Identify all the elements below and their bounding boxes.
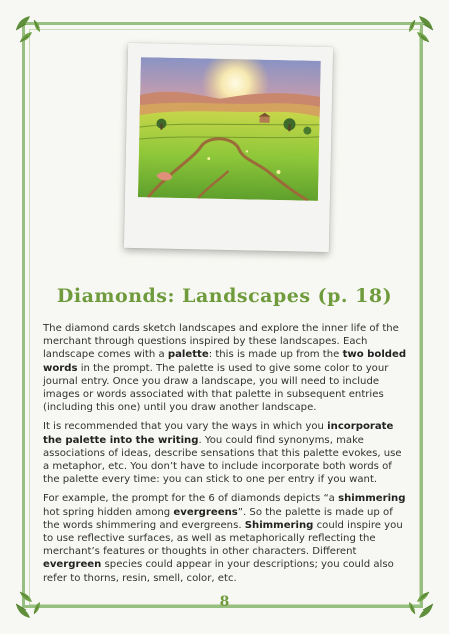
paragraph (43, 322, 407, 414)
landscape-illustration (138, 57, 321, 201)
paragraph (43, 420, 407, 486)
text-run: : this is made up from the (208, 349, 343, 361)
leaf-corner-ornament-icon (401, 12, 437, 48)
bold-term: palette (167, 349, 209, 361)
bold-term: two bolded words (43, 349, 407, 374)
text-run: hot spring hidden among (43, 506, 174, 518)
page-number: 8 (219, 594, 230, 610)
bold-term: evergreen (43, 559, 102, 571)
bold-term: incorporate the palette into the writing (43, 421, 394, 446)
page-title: Diamonds: Landscapes (p. 18) (56, 285, 393, 307)
text-run: in the prompt. The palette is used to give some color to your journal entry. Once you draw a landscape, you will need to include images or words associated with that palette in subsequent entries (including this one) until you draw another landscape. (43, 362, 389, 414)
body-text (43, 322, 407, 591)
bold-term: Shimmering (244, 519, 314, 531)
text-run: The diamond cards sketch landscapes and explore the inner life of the merchant through questions inspired by these landscapes. Each landscape comes with a (43, 323, 399, 361)
text-run: It is recommended that you vary the ways in which you (43, 421, 328, 433)
text-run: could inspire you to use reflective surfaces, as well as metaphorically reflecting the merchant’s features or thoughts in other characters. Different (43, 519, 403, 558)
paragraph (43, 492, 407, 584)
text-run: . You could find synonyms, make associations of ideas, describe sensations that this palette evokes, use a metaphor, etc. You don’t have to include incorporate both words of the palette every time: you can stick to one per entry if you want. (43, 434, 402, 486)
bold-term: evergreens (173, 506, 238, 518)
bold-term: shimmering (338, 493, 406, 505)
text-run: species could appear in your descriptions; you could also refer to thorns, resin, smell, color, etc. (43, 559, 394, 584)
landscape-polaroid-photo (124, 43, 333, 252)
text-run: ”. So the palette is made up of the words shimmering and evergreens. (43, 506, 393, 531)
text-run: For example, the prompt for the 6 of diamonds depicts “a (43, 493, 339, 505)
leaf-corner-ornament-icon (12, 12, 48, 48)
